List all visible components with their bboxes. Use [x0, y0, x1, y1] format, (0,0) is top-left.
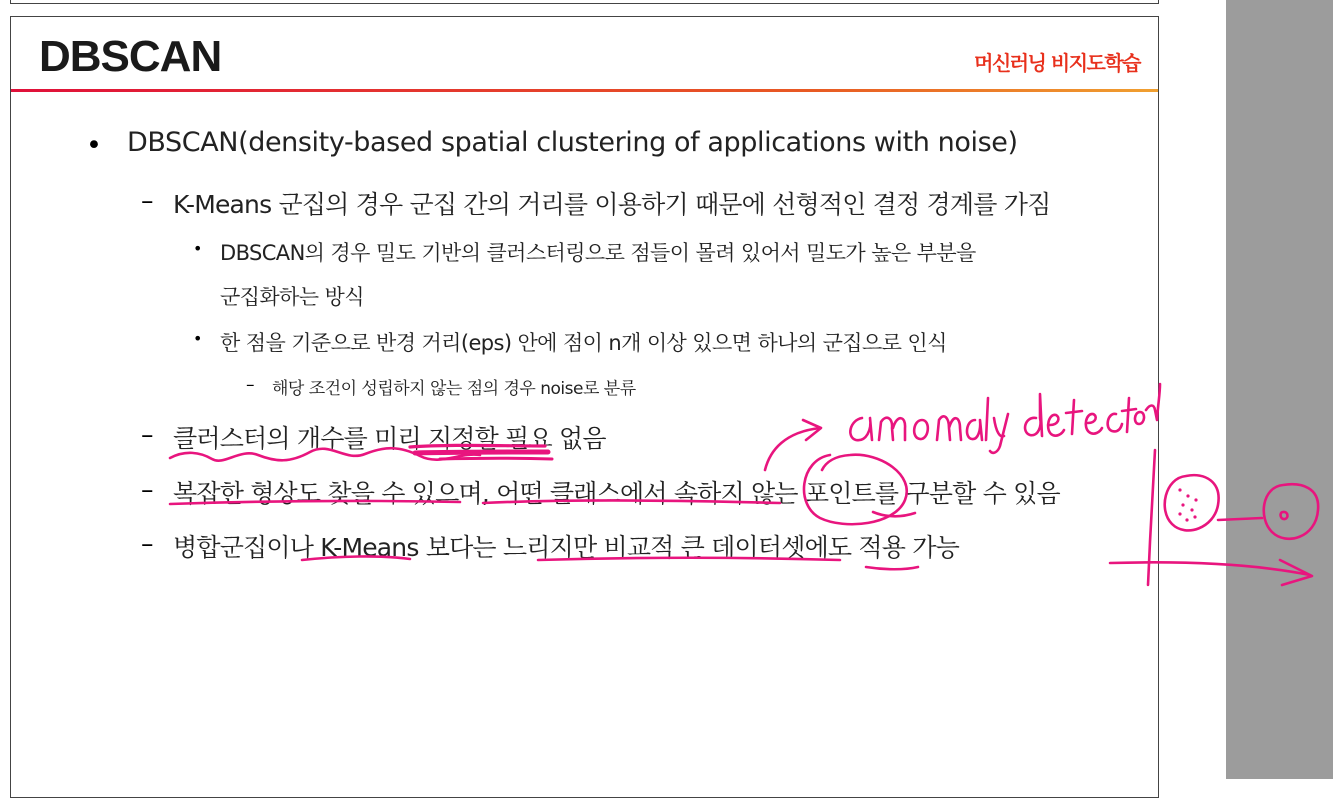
dash-marker: –	[141, 529, 153, 558]
point-1-sub-1-line-1: DBSCAN의 경우 밀도 기반의 클러스터링으로 점들이 몰려 있어서 밀도가 높은 부분을	[220, 241, 976, 265]
slide-title: DBSCAN	[39, 32, 222, 81]
cluster-dots	[1178, 488, 1197, 521]
point-1-sub-2: 한 점을 기준으로 반경 거리(eps) 안에 점이 n개 이상 있으면 하나의 군집으로 인식	[220, 331, 947, 355]
point-1-text: K-Means 군집의 경우 군집 간의 거리를 이용하기 때문에 선형적인 결정 경계를 가짐	[173, 190, 1051, 219]
point-2-text: 클러스터의 개수를 미리 지정할 필요 없음	[173, 424, 606, 453]
sub-bullet-marker: •	[193, 329, 202, 348]
point-1-sub-2-detail: 해당 조건이 성립하지 않는 점의 경우 noise로 분류	[272, 379, 636, 399]
previous-slide-edge	[10, 0, 1159, 4]
sub-bullet-marker: •	[193, 239, 202, 258]
title-divider	[11, 89, 1158, 92]
side-panel	[1226, 0, 1333, 779]
main-bullet-text: DBSCAN(density-based spatial clustering of applications with noise)	[127, 127, 1018, 158]
cluster-circle-stroke	[1165, 475, 1219, 530]
dash-marker: –	[141, 475, 153, 504]
dash-marker: –	[141, 186, 153, 215]
point-4-text: 병합군집이나 K-Means 보다는 느리지만 비교적 큰 데이터셋에도 적용 가능	[173, 533, 959, 562]
point-3-text: 복잡한 형상도 찾을 수 있으며, 어떤 클래스에서 속하지 않는 포인트를 구분할 수 있음	[173, 479, 1060, 508]
bullet-marker: •	[86, 130, 102, 161]
dash-marker: –	[141, 420, 153, 449]
point-1-sub-1-line-2: 군집화하는 방식	[220, 285, 364, 309]
brand-label: 머신러닝 비지도학습	[974, 51, 1140, 75]
dash-marker: –	[246, 375, 254, 395]
